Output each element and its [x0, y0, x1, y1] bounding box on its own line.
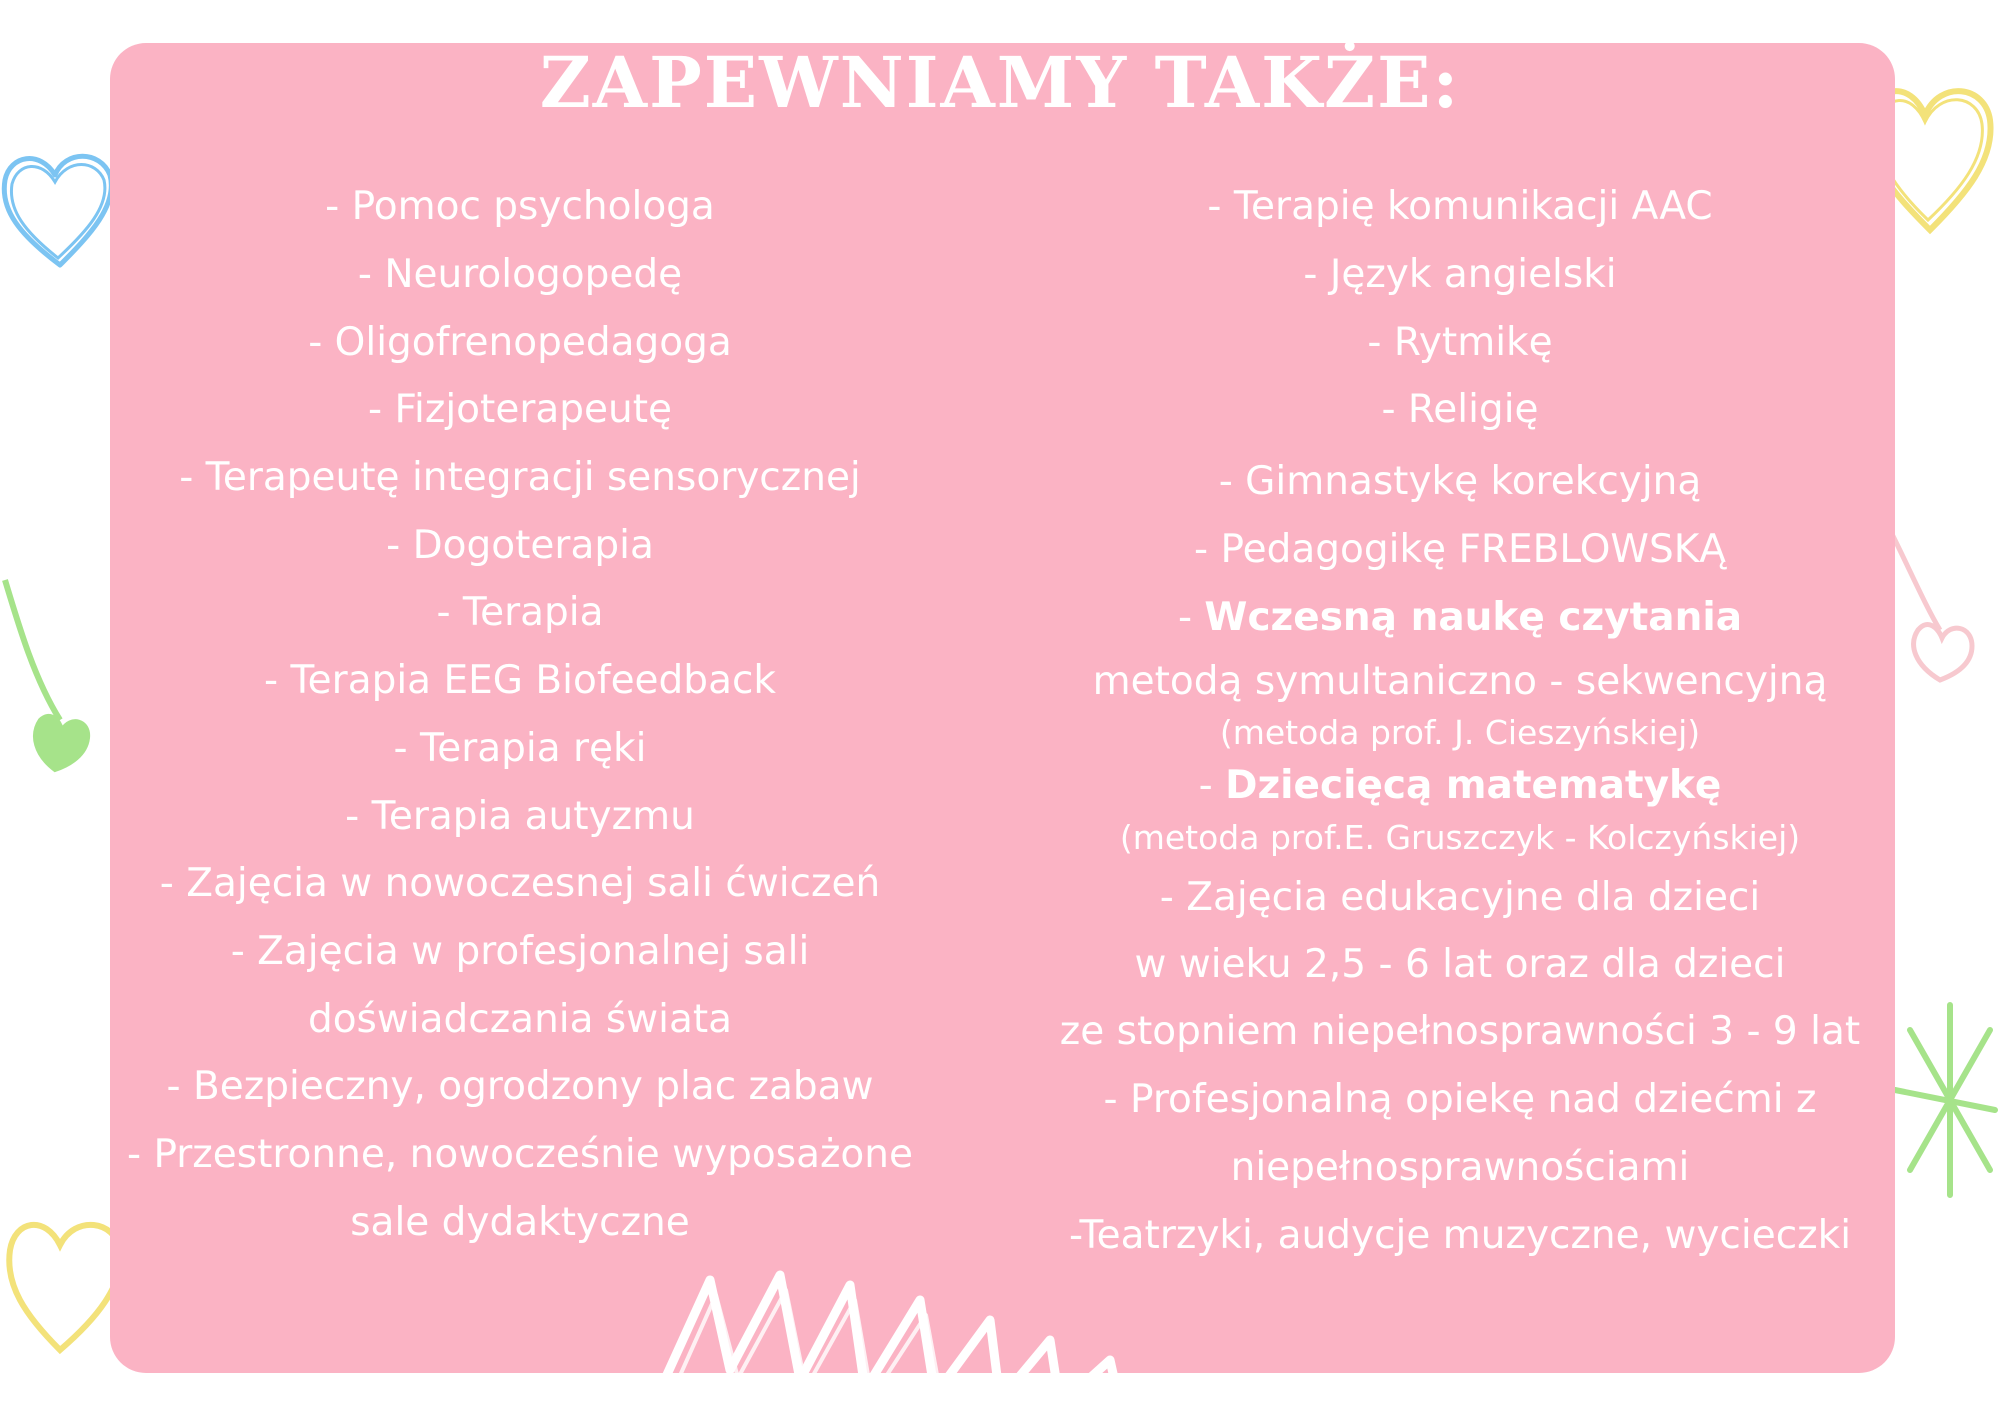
method-note: (metoda prof. J. Cieszyńskiej) [1219, 713, 1701, 752]
list-item: - Gimnastykę korekcyjną [1218, 459, 1702, 504]
list-item: - Profesjonalną opiekę nad dziećmi z [1103, 1077, 1817, 1122]
list-item: w wieku 2,5 - 6 lat oraz dla dzieci [1134, 942, 1786, 987]
list-item: - Terapia ręki [393, 726, 647, 771]
list-item: metodą symultaniczno - sekwencyjną [1092, 659, 1828, 704]
list-item: - Dogoterapia [386, 523, 654, 568]
item-highlight: Wczesną naukę czytania [1204, 595, 1743, 640]
list-item: - Pomoc psychologa [325, 184, 715, 229]
list-item: - Zajęcia w nowoczesnej sali ćwiczeń [159, 861, 881, 906]
list-item: - Bezpieczny, ogrodzony plac zabaw [166, 1064, 874, 1109]
list-item: niepełnosprawnościami [1230, 1145, 1690, 1190]
list-item-reading [1020, 595, 1900, 640]
star-green-icon [1890, 1000, 2000, 1200]
item-highlight: Dziecięcą matematykę [1225, 763, 1722, 808]
list-item: - Terapia autyzmu [345, 794, 695, 839]
list-item-math [1020, 763, 1900, 808]
list-item: - Terapeutę integracji sensorycznej [179, 455, 861, 500]
item-prefix: - [1177, 595, 1205, 640]
list-item: sale dydaktyczne [350, 1200, 690, 1245]
list-item: - Przestronne, nowocześnie wyposażone [126, 1132, 914, 1177]
list-item: -Teatrzyki, audycje muzyczne, wycieczki [1068, 1213, 1852, 1258]
list-item: ze stopniem niepełnosprawności 3 - 9 lat [1059, 1009, 1861, 1054]
list-item: - Oligofrenopedagoga [308, 320, 732, 365]
list-item: - Zajęcia edukacyjne dla dzieci [1159, 875, 1761, 920]
list-item: - Fizjoterapeutę [367, 387, 673, 432]
list-item: - Język angielski [1303, 252, 1617, 297]
item-prefix: - [1198, 763, 1226, 808]
scribble-icon [650, 1260, 1250, 1410]
list-item: - Terapia EEG Biofeedback [264, 658, 776, 703]
list-item: doświadczania świata [307, 997, 733, 1042]
list-item: - Religię [1381, 387, 1539, 432]
method-note: (metoda prof.E. Gruszczyk - Kolczyńskiej) [1119, 818, 1801, 857]
list-item: - Terapia [436, 590, 604, 635]
list-item: - Rytmikę [1367, 320, 1553, 365]
list-item: - Pedagogikę FREBLOWSKĄ [1194, 527, 1726, 572]
list-item: - Terapię komunikacji AAC [1207, 184, 1713, 229]
page-title: ZAPEWNIAMY TAKŻE: [539, 41, 1461, 124]
heart-green-icon [0, 570, 110, 790]
heart-blue-icon [0, 140, 120, 280]
list-item: - Zajęcia w profesjonalnej sali [230, 929, 810, 974]
list-item: - Neurologopedę [357, 252, 683, 297]
